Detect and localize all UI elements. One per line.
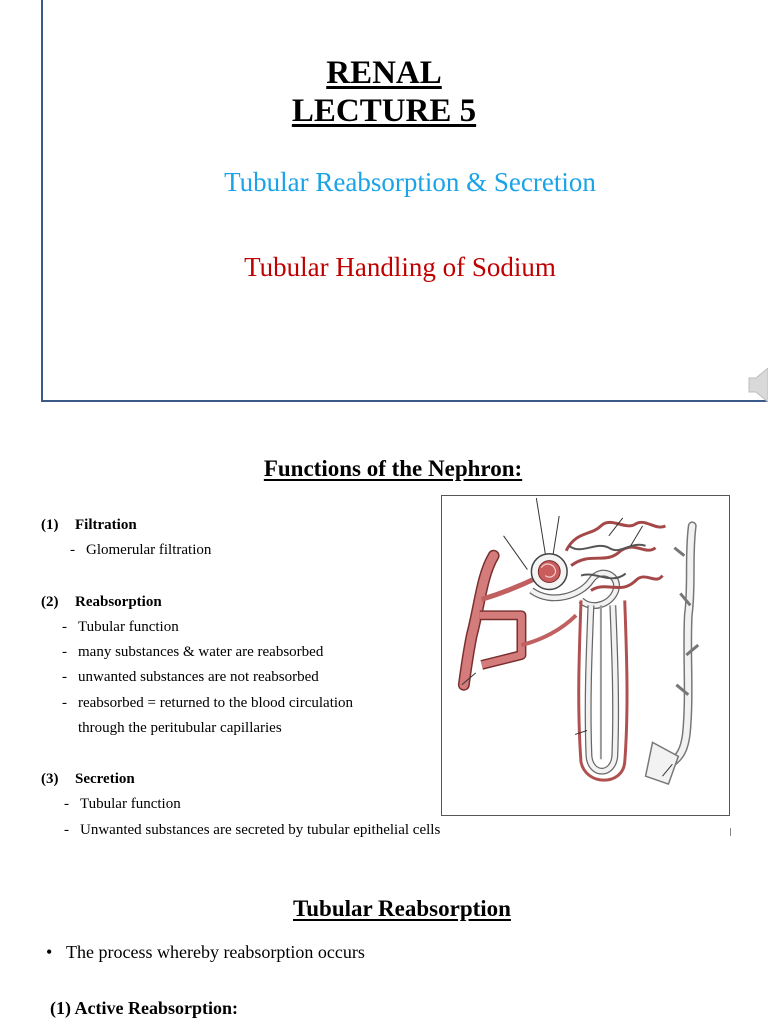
item-number: (1) xyxy=(41,517,59,533)
item-filtration-heading xyxy=(41,517,137,534)
reabsorption-line: - unwanted substances are not reabsorbed xyxy=(62,669,319,685)
reabsorption-line: - many substances & water are reabsorbed xyxy=(62,644,324,660)
nephron-illustration xyxy=(442,496,729,815)
lecture-title-line1: RENAL xyxy=(326,55,442,91)
reabsorption-bullet: • The process whereby reabsorption occurs xyxy=(46,942,365,962)
filtration-line: - Glomerular filtration xyxy=(70,542,212,558)
nephron-diagram xyxy=(441,495,730,816)
lecture-title-line2: LECTURE 5 xyxy=(291,93,477,129)
tubular-reabsorption-heading: Tubular Reabsorption xyxy=(293,896,511,921)
item-title: Secretion xyxy=(75,771,135,787)
item-title: Reabsorption xyxy=(75,594,162,610)
subtitle-reabsorption-secretion: Tubular Reabsorption & Secretion xyxy=(224,167,596,197)
item-number: (2) xyxy=(41,594,59,610)
secretion-line: - Tubular function xyxy=(64,796,181,812)
page-mark xyxy=(730,828,731,836)
reabsorption-line: - Tubular function xyxy=(62,619,179,635)
item-number: (3) xyxy=(41,771,59,787)
subtitle-sodium-handling: Tubular Handling of Sodium xyxy=(244,252,556,282)
speaker-icon[interactable] xyxy=(748,368,768,402)
reabsorption-line: - reabsorbed = returned to the blood circulation xyxy=(62,695,354,711)
reabsorption-line: through the peritubular capillaries xyxy=(78,720,282,736)
item-title: Filtration xyxy=(75,517,137,533)
bullet-icon: • xyxy=(46,942,53,962)
functions-heading: Functions of the Nephron: xyxy=(263,456,523,481)
item-secretion-heading xyxy=(41,771,135,788)
item-reabsorption-heading xyxy=(41,594,162,611)
active-reabsorption-heading: (1) Active Reabsorption: xyxy=(50,998,238,1018)
secretion-line: - Unwanted substances are secreted by tubular epithelial cells xyxy=(64,822,441,838)
